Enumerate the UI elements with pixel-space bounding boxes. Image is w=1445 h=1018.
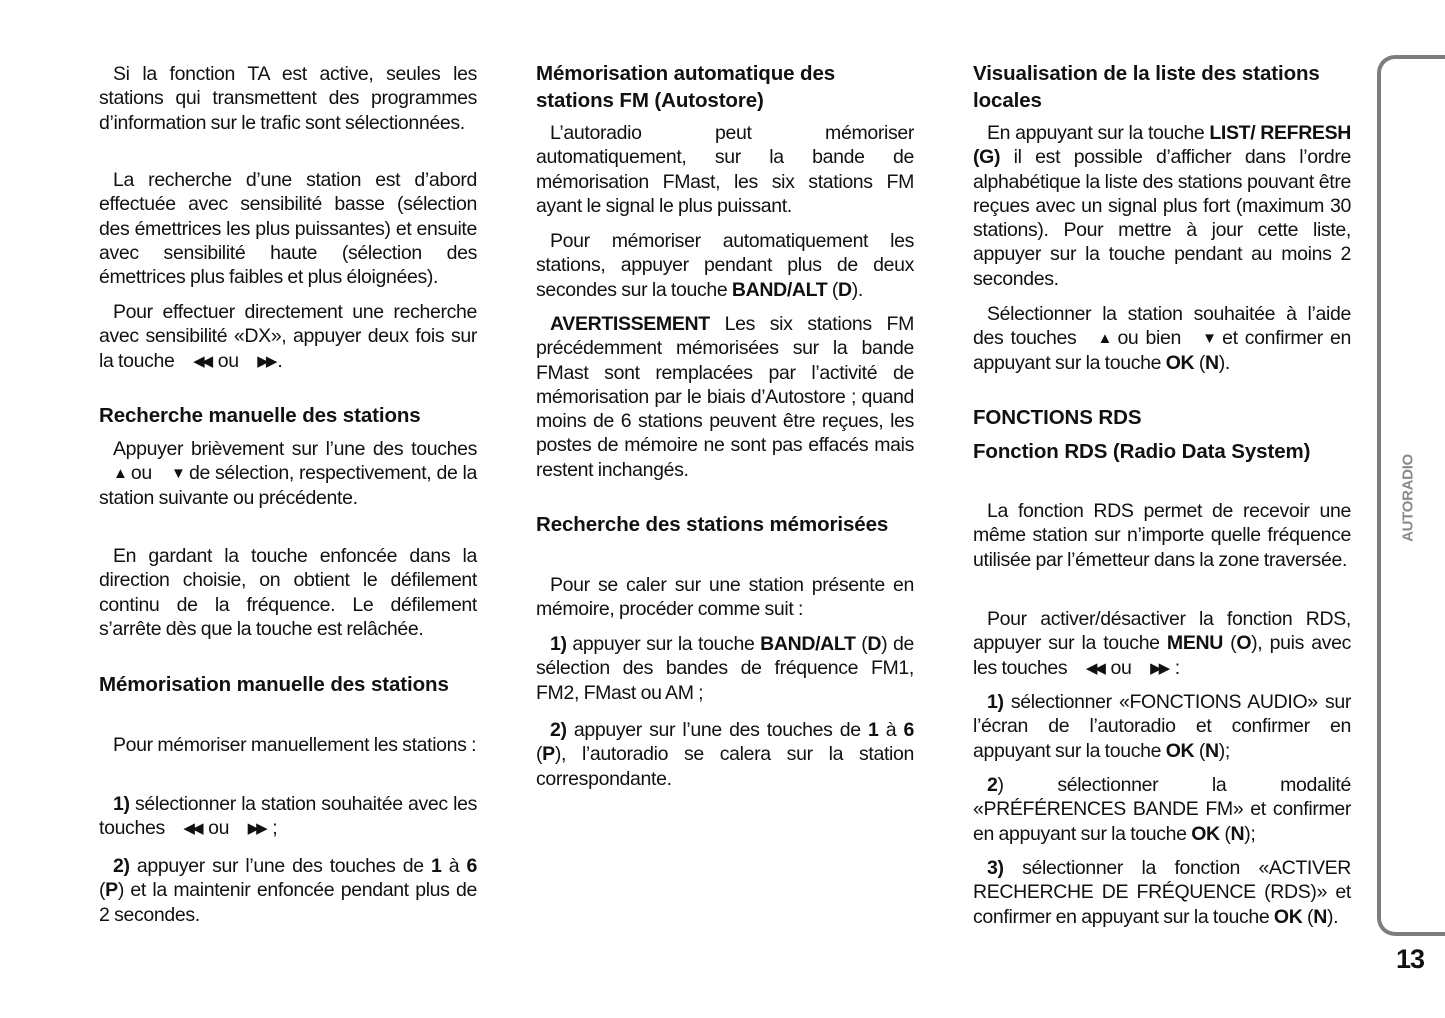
- heading-rds-functions: [973, 404, 1351, 431]
- heading-text: Mémorisation manuelle des stations: [99, 673, 449, 696]
- body-text: (: [1222, 632, 1237, 655]
- bold-text: D: [838, 278, 852, 301]
- bold-text: 6: [903, 719, 914, 741]
- body-text: appuyer sur la touche: [566, 633, 761, 655]
- forward-icon: ▶▶: [247, 820, 265, 838]
- body-text: .: [277, 349, 283, 372]
- body-text: appuyer sur l’une des touches de: [129, 855, 432, 877]
- heading-text: Visualisation de la liste des stations locales: [973, 62, 1320, 112]
- bold-text: 1: [868, 719, 879, 741]
- paragraph-manual-memory-intro: [99, 733, 477, 757]
- heading-stored-stations: [536, 511, 914, 538]
- heading-text: Recherche manuelle des stations: [99, 404, 421, 427]
- heading-text: Mémorisation automatique des stations FM (Autostore): [536, 62, 836, 112]
- rewind-icon: ◀◀: [1085, 659, 1103, 677]
- body-text: La fonction RDS permet de recevoir une même station sur n’importe quelle fréquence utilisée par l’émetteur dans la zone traversée.: [973, 500, 1351, 571]
- bold-text: O: [1236, 632, 1252, 655]
- page-number: 13: [1396, 944, 1425, 974]
- forward-icon: ▶▶: [1150, 659, 1168, 677]
- bold-text: 1): [550, 633, 567, 655]
- body-text: ou: [125, 462, 158, 485]
- body-text: ), l’autoradio se calera sur la station correspondante.: [536, 743, 914, 790]
- body-text: Pour activer/désactiver la fonction RDS, appuyer sur la touche: [973, 608, 1351, 655]
- step-2-preset: [536, 718, 914, 791]
- body-text: sélectionner la fonction «ACTIVER RECHERCHE DE FRÉQUENCE (RDS)» et confirmer en appuyant sur la touche: [973, 857, 1351, 928]
- body-text: ).: [851, 278, 863, 301]
- body-text: sélectionner «FONCTIONS AUDIO» sur l’écran de l’autoradio et confirmer en appuyant sur la touche: [973, 691, 1351, 762]
- bold-text: N: [1204, 351, 1219, 374]
- body-text: En gardant la touche enfoncée dans la direction choisie, on obtient le défilement continu de la fréquence. Le défilement s’arrête dès que la touche est relâchée.: [99, 545, 477, 640]
- triangle-down-icon: ▼: [171, 465, 184, 483]
- bold-text: MENU: [1166, 632, 1223, 655]
- bold-text: OK: [1165, 739, 1195, 762]
- body-text: Sélectionner la station souhaitée à l’aide des touches: [973, 303, 1351, 350]
- paragraph-continuous-scroll: [99, 544, 477, 641]
- bold-text: AVERTISSEMENT: [550, 313, 710, 335]
- step-3-activate-rds: [973, 856, 1351, 929]
- body-text: ou: [1105, 656, 1137, 679]
- bold-text: BAND/ALT: [731, 278, 828, 301]
- paragraph-rds-description: [973, 499, 1351, 572]
- step-2-hold-preset: [99, 854, 477, 927]
- body-text: Pour se caler sur une station présente en mémoire, procéder comme suit :: [536, 574, 914, 621]
- paragraph-rds-toggle: [973, 607, 1351, 680]
- paragraph-list-refresh: [973, 121, 1351, 291]
- paragraph-autostore: [536, 121, 914, 218]
- body-text: ).: [1218, 351, 1230, 374]
- bold-text: N: [1204, 739, 1219, 762]
- body-text: ) sélectionner la modalité «PRÉFÉRENCES BANDE FM» et confirmer en appuyant sur la touche: [973, 774, 1351, 845]
- rewind-icon: ◀◀: [183, 820, 201, 838]
- bold-text: LIST/ REFRESH (G): [973, 122, 1351, 169]
- bold-text: OK: [1273, 905, 1303, 928]
- paragraph-warning: [536, 312, 914, 482]
- body-text: (: [536, 743, 543, 766]
- body-text: ou: [213, 349, 244, 372]
- bold-text: OK: [1165, 351, 1195, 374]
- body-text: appuyer sur l’une des touches de: [566, 719, 869, 741]
- paragraph-ta-stations: [99, 62, 477, 135]
- triangle-down-icon: ▼: [1202, 330, 1215, 348]
- body-text: de sélection, respectivement, de la station suivante ou précédente.: [99, 462, 477, 509]
- body-text: ;: [267, 817, 278, 840]
- step-2-fm-preferences: [973, 773, 1351, 846]
- body-text: sélectionner la station souhaitée avec les touches: [99, 793, 477, 840]
- bold-text: OK: [1191, 822, 1220, 845]
- body-text: à: [878, 719, 904, 741]
- triangle-up-icon: ▲: [1097, 330, 1111, 348]
- body-text: ), puis avec les touches: [973, 632, 1351, 679]
- body-text: et confirmer en appuyant sur la touche: [973, 327, 1351, 374]
- body-text: ou bien: [1110, 327, 1189, 350]
- body-text: ) de sélection des bandes de fréquence FM1, FM2, FMast ou AM ;: [536, 633, 914, 704]
- body-text: (: [1194, 739, 1205, 762]
- bold-text: N: [1313, 905, 1327, 928]
- paragraph-stored-intro: [536, 573, 914, 622]
- body-text: il est possible d’afficher dans l’ordre alphabétique la liste des stations pouvant être reçues avec un signal plus fort (maximum 30 stations). Pour mettre à jour cette liste, appuyer sur la touche pendant au moins 2 secondes.: [973, 146, 1351, 290]
- bold-text: 6: [466, 855, 477, 877]
- section-tab-label: AUTORADIO: [1399, 454, 1417, 542]
- paragraph-dx-search: [99, 300, 477, 373]
- body-text: ou: [203, 817, 234, 840]
- bold-text: P: [105, 879, 118, 902]
- step-1-select-station: [99, 792, 477, 841]
- bold-text: 2: [987, 774, 998, 796]
- body-text: En appuyant sur la touche: [987, 122, 1210, 144]
- step-1-audio-functions: [973, 690, 1351, 763]
- body-text: ).: [1326, 905, 1339, 928]
- body-text: (: [1302, 905, 1314, 928]
- body-text: (: [827, 278, 839, 301]
- heading-local-list: [973, 60, 1351, 114]
- body-text: ) et la maintenir enfoncée pendant plus de 2 secondes.: [99, 879, 477, 926]
- bold-text: N: [1230, 822, 1245, 845]
- paragraph-manual-search: [99, 437, 477, 510]
- body-text: (: [855, 633, 868, 655]
- bold-text: 2): [550, 719, 567, 741]
- heading-text: Fonction RDS (Radio Data System): [973, 440, 1311, 463]
- body-text: à: [441, 855, 467, 877]
- bold-text: 1): [113, 793, 130, 815]
- body-text: Appuyer brièvement sur l’une des touches: [113, 438, 477, 460]
- body-text: (: [1219, 822, 1231, 845]
- body-text: Les six stations FM précédemment mémorisées sur la bande FMast sont remplacées par l’activité de mémorisation par le biais d’Autostore ; quand moins de 6 stations peuvent être reçues, les postes de mémoire ne sont pas effacés mais restent inchangés.: [536, 313, 914, 481]
- heading-text: Recherche des stations mémorisées: [536, 513, 889, 536]
- heading-autostore: [536, 60, 914, 114]
- body-text: :: [1170, 656, 1180, 679]
- body-text: );: [1244, 822, 1256, 845]
- body-text: Pour mémoriser manuellement les stations :: [113, 734, 477, 756]
- bold-text: D: [867, 633, 882, 655]
- body-text: L’autoradio peut mémoriser automatiquement, sur la bande de mémorisation FMast, les six stations FM ayant le signal le plus puissant.: [536, 122, 914, 217]
- heading-manual-memory: [99, 671, 477, 698]
- bold-text: 1): [987, 691, 1004, 713]
- body-text: La recherche d’une station est d’abord effectuée avec sensibilité basse (sélection des émettrices les plus puissantes) et ensuite avec sensibilité haute (sélection des émettrices plus faibles et plus éloignées).: [99, 169, 477, 289]
- bold-text: 2): [113, 855, 130, 877]
- paragraph-autostore-how: [536, 229, 914, 302]
- forward-icon: ▶▶: [257, 352, 275, 370]
- heading-rds-function: [973, 438, 1351, 465]
- body-text: (: [99, 879, 106, 902]
- body-text: );: [1218, 739, 1230, 762]
- bold-text: P: [542, 743, 555, 766]
- body-text: Si la fonction TA est active, seules les stations qui transmettent des programmes d’information sur le trafic sont sélectionnées.: [99, 63, 477, 134]
- paragraph-select-station: [973, 302, 1351, 375]
- heading-text: FONCTIONS RDS: [973, 406, 1142, 429]
- bold-text: 1: [431, 855, 442, 877]
- rewind-icon: ◀◀: [193, 352, 211, 370]
- bold-text: BAND/ALT: [760, 633, 856, 655]
- body-text: Pour mémoriser automatiquement les stations, appuyer pendant plus de deux secondes sur la touche: [536, 230, 914, 301]
- step-1-band-alt: [536, 632, 914, 705]
- heading-manual-search: [99, 402, 477, 429]
- paragraph-sensitivity: [99, 168, 477, 289]
- body-text: Pour effectuer directement une recherche avec sensibilité «DX», appuyer deux fois sur la touche: [99, 301, 477, 372]
- triangle-up-icon: ▲: [113, 465, 126, 483]
- bold-text: 3): [987, 857, 1004, 879]
- body-text: (: [1194, 351, 1205, 374]
